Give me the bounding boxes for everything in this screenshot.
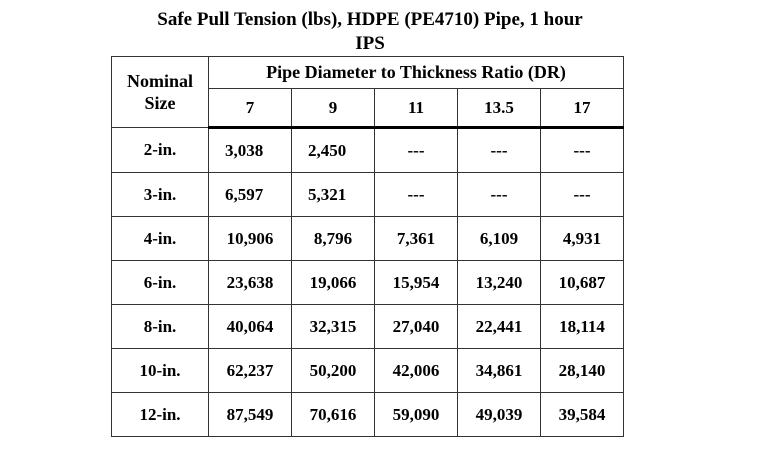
tension-value-cell: --- [458, 128, 541, 173]
dr-column-header: 11 [375, 89, 458, 128]
tension-value-cell: 2,450 [292, 128, 375, 173]
tension-value-cell: 87,549 [209, 393, 292, 437]
tension-value-cell: 32,315 [292, 305, 375, 349]
nominal-size-cell: 6-in. [112, 261, 209, 305]
tension-value-cell: --- [458, 173, 541, 217]
table-row [112, 305, 624, 349]
tension-value-cell: 5,321 [292, 173, 375, 217]
tension-value-cell: 28,140 [541, 349, 624, 393]
nominal-size-cell: 3-in. [112, 173, 209, 217]
dr-group-header: Pipe Diameter to Thickness Ratio (DR) [209, 57, 624, 89]
tension-value-cell: 70,616 [292, 393, 375, 437]
tension-value-cell: 40,064 [209, 305, 292, 349]
nominal-size-cell: 2-in. [112, 128, 209, 173]
tension-value-cell: --- [541, 128, 624, 173]
tension-value-cell: 7,361 [375, 217, 458, 261]
tension-value-cell: 50,200 [292, 349, 375, 393]
header-row-top [112, 57, 624, 89]
dr-column-header: 7 [209, 89, 292, 128]
dr-column-header: 17 [541, 89, 624, 128]
tension-value-cell: 15,954 [375, 261, 458, 305]
dr-column-header: 13.5 [458, 89, 541, 128]
tension-value-cell: 22,441 [458, 305, 541, 349]
tension-value-cell: 13,240 [458, 261, 541, 305]
tension-value-cell: 8,796 [292, 217, 375, 261]
table-title-line-1: Safe Pull Tension (lbs), HDPE (PE4710) Pipe, 1 hour [157, 9, 583, 30]
tension-value-cell: --- [375, 173, 458, 217]
table-title-line-2: IPS [355, 33, 385, 54]
dr-column-header: 9 [292, 89, 375, 128]
tension-value-cell: 49,039 [458, 393, 541, 437]
tension-value-cell: 18,114 [541, 305, 624, 349]
tension-value-cell: 23,638 [209, 261, 292, 305]
tension-value-cell: --- [541, 173, 624, 217]
table-row [112, 217, 624, 261]
tension-value-cell: 62,237 [209, 349, 292, 393]
tension-value-cell: --- [375, 128, 458, 173]
nominal-size-header [112, 57, 209, 128]
nominal-size-header-line-2: Size [144, 93, 176, 113]
tension-value-cell: 4,931 [541, 217, 624, 261]
tension-value-cell: 39,584 [541, 393, 624, 437]
tension-value-cell: 42,006 [375, 349, 458, 393]
tension-value-cell: 59,090 [375, 393, 458, 437]
tension-value-cell: 19,066 [292, 261, 375, 305]
tension-value-cell: 34,861 [458, 349, 541, 393]
nominal-size-header-line-1: Nominal [126, 71, 193, 91]
table-row [112, 128, 624, 173]
safe-pull-tension-table [111, 56, 624, 437]
table-row [112, 261, 624, 305]
tension-value-cell: 10,906 [209, 217, 292, 261]
table-row [112, 349, 624, 393]
tension-value-cell: 3,038 [209, 128, 292, 173]
nominal-size-cell: 12-in. [112, 393, 209, 437]
tension-value-cell: 27,040 [375, 305, 458, 349]
nominal-size-cell: 8-in. [112, 305, 209, 349]
tension-value-cell: 6,597 [209, 173, 292, 217]
table-row [112, 173, 624, 217]
tension-value-cell: 6,109 [458, 217, 541, 261]
nominal-size-cell: 4-in. [112, 217, 209, 261]
table-row [112, 393, 624, 437]
nominal-size-cell: 10-in. [112, 349, 209, 393]
tension-value-cell: 10,687 [541, 261, 624, 305]
